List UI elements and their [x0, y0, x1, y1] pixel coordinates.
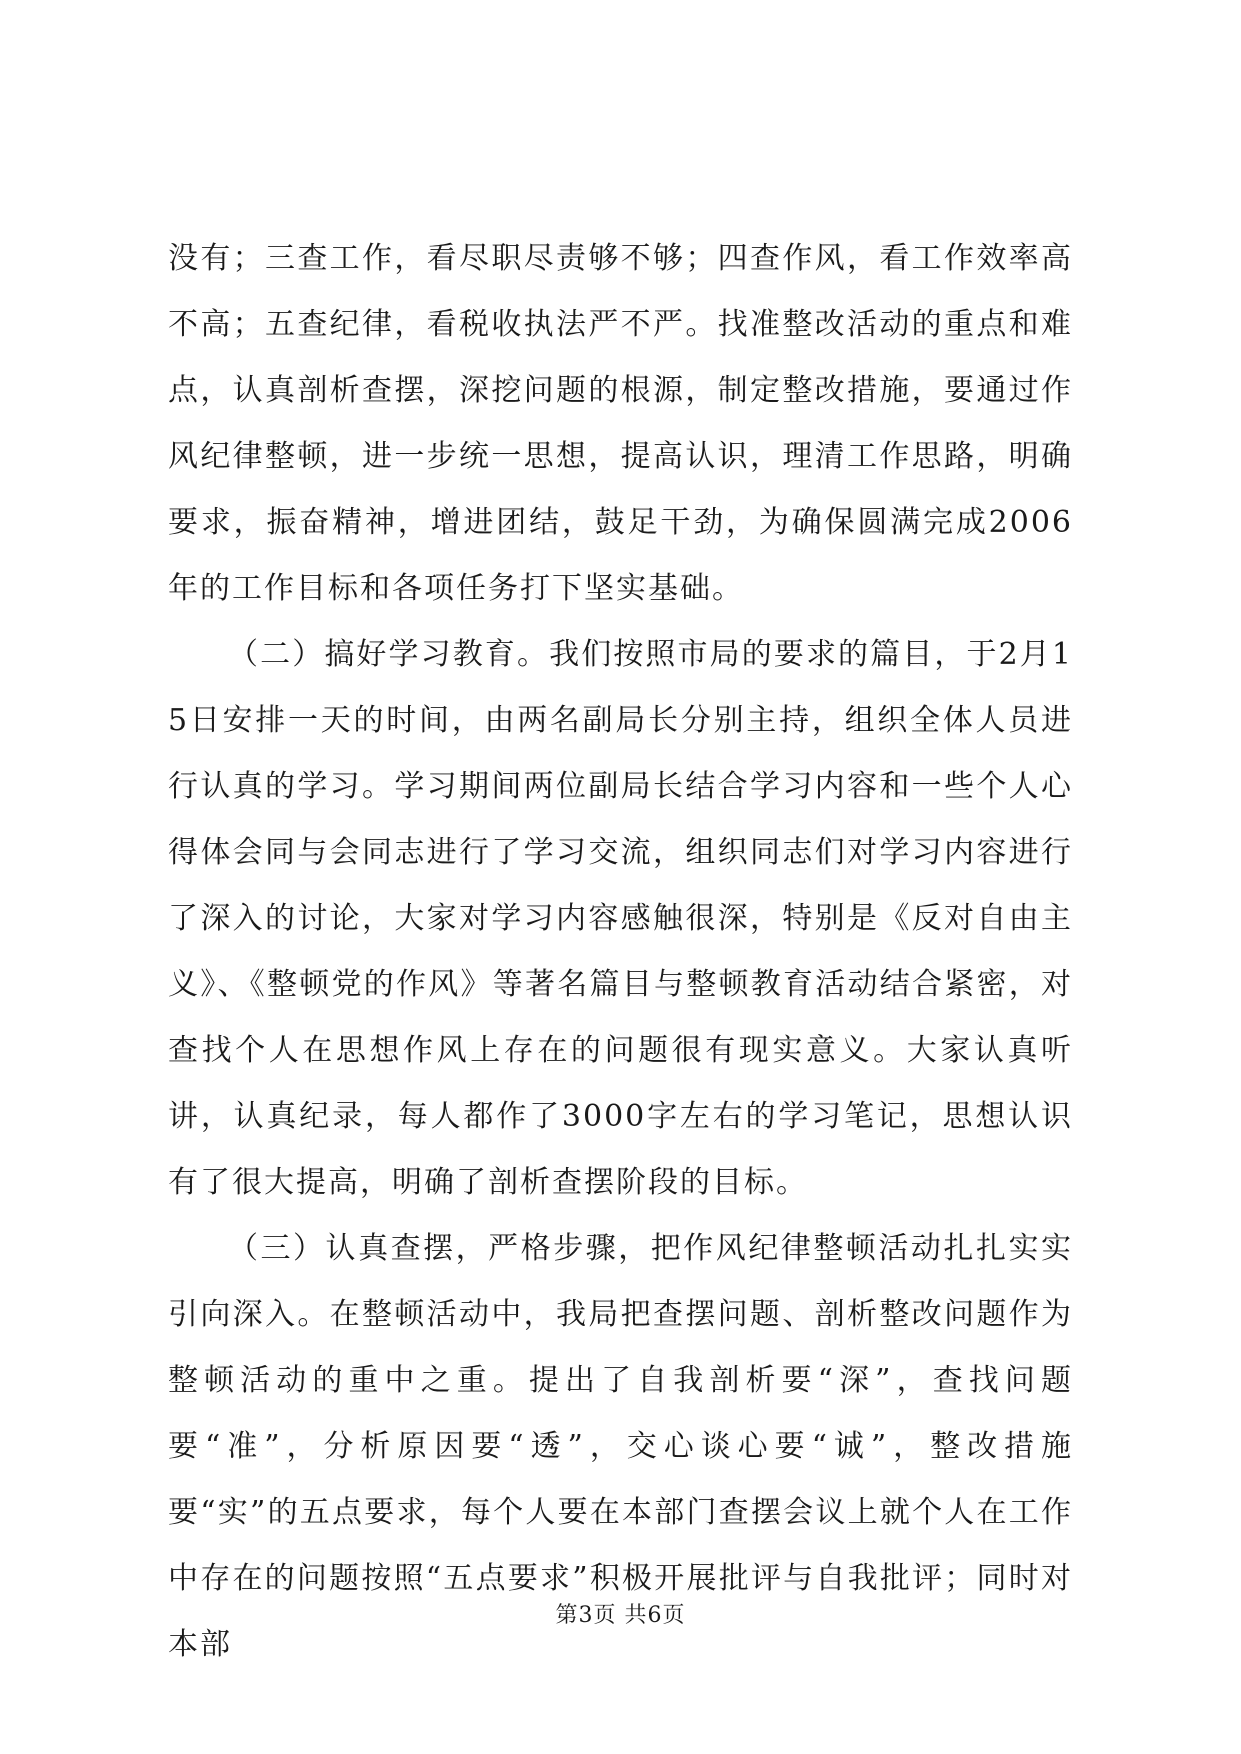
- page-number-footer: 第3页 共6页: [555, 1603, 686, 1628]
- paragraph-study-education: （二）搞好学习教育。我们按照市局的要求的篇目，于2月15日安排一天的时间，由两名副局长分别主持，组织全体人员进行认真的学习。学习期间两位副局长结合学习内容和一些个人心得体会同与会同志进行了学习交流，组织同志们对学习内容进行了深入的讨论，大家对学习内容感触很深，特别是《反对自由主义》、《整顿党的作风》等著名篇目与整顿教育活动结合紧密，对查找个人在思想作风上存在的问题很有现实意义。大家认真听讲，认真纪录，每人都作了3000字左右的学习笔记，思想认识有了很大提高，明确了剖析查摆阶段的目标。: [168, 637, 1073, 1200]
- paragraph-review-steps: （三）认真查摆，严格步骤，把作风纪律整顿活动扎扎实实引向深入。在整顿活动中，我局把查摆问题、剖析整改问题作为整顿活动的重中之重。提出了自我剖析要“深”，查找问题要“准”，分析原因要“透”，交心谈心要“诚”，整改措施要“实”的五点要求，每个人要在本部门查摆会议上就个人在工作中存在的问题按照“五点要求”积极开展批评与自我批评；同时对本部: [168, 1231, 1073, 1662]
- document-body: [168, 226, 1073, 1678]
- paragraph-continuation: 没有；三查工作，看尽职尽责够不够；四查作风，看工作效率高不高；五查纪律，看税收执法严不严。找准整改活动的重点和难点，认真剖析查摆，深挖问题的根源，制定整改措施，要通过作风纪律整顿，进一步统一思想，提高认识，理清工作思路，明确要求，振奋精神，增进团结，鼓足干劲，为确保圆满完成2006年的工作目标和各项任务打下坚实基础。: [168, 241, 1073, 606]
